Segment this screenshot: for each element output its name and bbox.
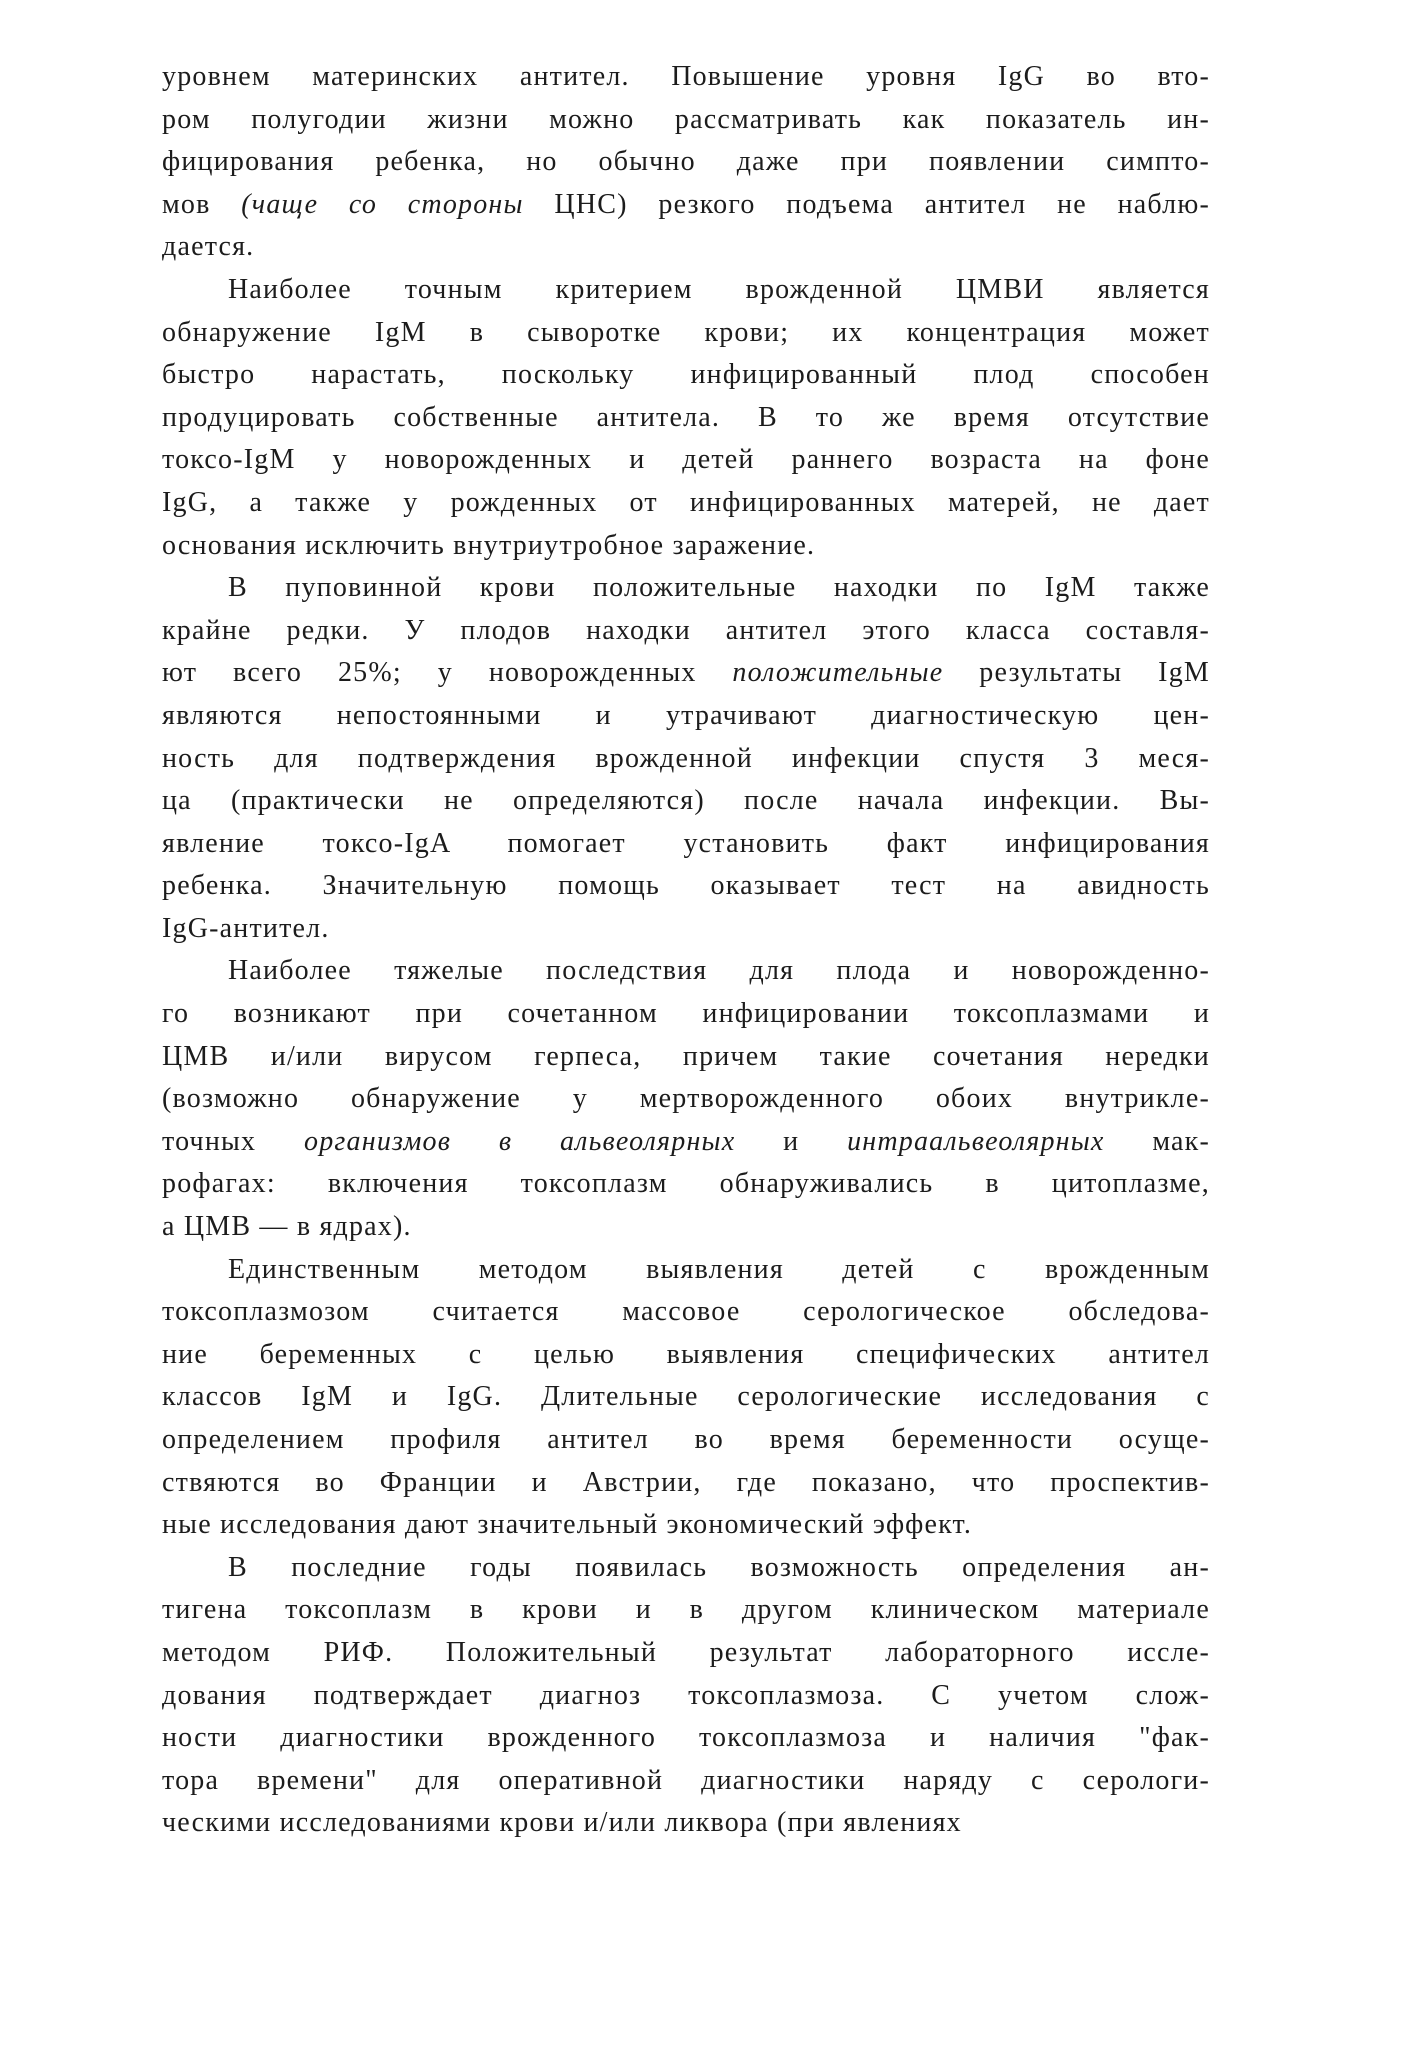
text-line: [162, 141, 1210, 184]
text-line: [162, 1717, 1210, 1760]
text-line: [162, 482, 1210, 525]
text-line: [162, 1078, 1210, 1121]
text-segment: явление токсо-IgA помогает установить факт инфицирования: [162, 827, 1210, 859]
text-segment: ют всего 25%; у новорожденных: [162, 657, 733, 689]
text-segment: дается.: [162, 231, 255, 263]
text-segment: тигена токсоплазм в крови и в другом клиническом материале: [162, 1594, 1210, 1626]
text-line: [162, 184, 1210, 227]
text-line: [162, 1760, 1210, 1803]
text-line: [162, 780, 1210, 823]
text-segment: В пуповинной крови положительные находки по IgM также: [228, 572, 1210, 604]
text-segment: мак-: [1104, 1125, 1210, 1157]
text-line: [162, 439, 1210, 482]
text-segment: классов IgM и IgG. Длительные серологические исследования с: [162, 1381, 1210, 1413]
paragraph: [162, 950, 1210, 1248]
text-segment: ность для подтверждения врожденной инфекции спустя 3 меся-: [162, 742, 1210, 774]
paragraph: [162, 567, 1210, 950]
paragraph: [162, 269, 1210, 567]
text-line: [162, 1121, 1210, 1164]
text-line: [162, 610, 1210, 653]
text-segment: токсоплазмозом считается массовое серологическое обследова-: [162, 1296, 1210, 1328]
text-segment: В последние годы появилась возможность определения ан-: [228, 1551, 1210, 1583]
text-segment: (возможно обнаружение у мертворожденного обоих внутрикле-: [162, 1083, 1210, 1115]
text-segment: продуцировать собственные антитела. В то же время отсутствие: [162, 401, 1210, 433]
text-segment: крайне редки. У плодов находки антител этого класса составля-: [162, 614, 1210, 646]
text-segment: токсо-IgM у новорожденных и детей раннего возраста на фоне: [162, 444, 1210, 476]
text-line: [162, 1291, 1210, 1334]
text-line: [162, 99, 1210, 142]
text-line: [162, 226, 1210, 269]
text-line: [162, 269, 1210, 312]
text-line: [162, 1504, 1210, 1547]
text-line: [162, 1802, 1210, 1845]
text-segment: Наиболее точным критерием врожденной ЦМВИ является: [228, 273, 1210, 305]
paragraph: [162, 1547, 1210, 1845]
text-segment: ности диагностики врожденного токсоплазмоза и наличия "фак-: [162, 1722, 1210, 1754]
text-line: [162, 993, 1210, 1036]
text-line: [162, 1675, 1210, 1718]
text-line: [162, 1334, 1210, 1377]
text-line: [162, 908, 1210, 951]
text-segment: ребенка. Значительную помощь оказывает тест на авидность: [162, 870, 1210, 902]
paragraph: [162, 56, 1210, 269]
text-line: [162, 738, 1210, 781]
text-segment: го возникают при сочетанном инфицировании токсоплазмами и: [162, 998, 1210, 1030]
text-segment: Единственным методом выявления детей с врожденным: [228, 1253, 1210, 1285]
text-line: [162, 56, 1210, 99]
paragraph: [162, 1249, 1210, 1547]
text-segment: ца (практически не определяются) после начала инфекции. Вы-: [162, 785, 1210, 817]
italic-text: организмов в альвеолярных: [304, 1125, 736, 1157]
text-line: [162, 567, 1210, 610]
text-segment: мов: [162, 188, 242, 220]
text-segment: ЦНС) резкого подъема антител не наблю-: [523, 188, 1210, 220]
text-line: [162, 397, 1210, 440]
italic-text: (чаще со стороны: [241, 188, 524, 220]
text-segment: дования подтверждает диагноз токсоплазмоза. С учетом слож-: [162, 1679, 1210, 1711]
text-line: [162, 1419, 1210, 1462]
text-segment: методом РИФ. Положительный результат лабораторного иссле-: [162, 1636, 1210, 1668]
text-segment: основания исключить внутриутробное заражение.: [162, 529, 816, 561]
text-line: [162, 1547, 1210, 1590]
text-line: [162, 1589, 1210, 1632]
text-segment: быстро нарастать, поскольку инфицированный плод способен: [162, 359, 1210, 391]
text-line: [162, 950, 1210, 993]
text-segment: тора времени" для оперативной диагностики наряду с серологи-: [162, 1764, 1210, 1796]
text-line: [162, 1163, 1210, 1206]
text-segment: точных: [162, 1125, 304, 1157]
text-segment: IgG, а также у рожденных от инфицированных матерей, не дает: [162, 486, 1210, 518]
text-segment: уровнем материнских антител. Повышение уровня IgG во вто-: [162, 61, 1210, 92]
text-segment: ческими исследованиями крови и/или ликвора (при явлениях: [162, 1807, 962, 1839]
text-segment: ствяются во Франции и Австрии, где показано, что проспектив-: [162, 1466, 1210, 1498]
italic-text: положительные: [732, 657, 944, 689]
text-line: [162, 823, 1210, 866]
text-segment: результаты IgM: [943, 657, 1210, 689]
text-segment: фицирования ребенка, но обычно даже при появлении симпто-: [162, 146, 1210, 178]
text-segment: ные исследования дают значительный экономический эффект.: [162, 1509, 973, 1541]
text-segment: ние беременных с целью выявления специфических антител: [162, 1338, 1210, 1370]
body-text: [162, 56, 1210, 1845]
italic-text: интраальвеолярных: [847, 1125, 1105, 1157]
text-line: [162, 1632, 1210, 1675]
text-line: [162, 1462, 1210, 1505]
text-line: [162, 1376, 1210, 1419]
text-line: [162, 354, 1210, 397]
text-line: [162, 865, 1210, 908]
text-segment: а ЦМВ — в ядрах).: [162, 1211, 412, 1243]
text-line: [162, 525, 1210, 568]
text-line: [162, 1249, 1210, 1292]
text-segment: обнаружение IgM в сыворотке крови; их концентрация может: [162, 316, 1210, 348]
text-segment: ЦМВ и/или вирусом герпеса, причем такие сочетания нередки: [162, 1040, 1210, 1072]
text-segment: IgG-антител.: [162, 912, 330, 944]
text-segment: и: [735, 1125, 848, 1157]
text-segment: рофагах: включения токсоплазм обнаруживались в цитоплазме,: [162, 1168, 1210, 1200]
text-line: [162, 1036, 1210, 1079]
text-segment: Наиболее тяжелые последствия для плода и новорожденно-: [228, 955, 1210, 987]
text-line: [162, 652, 1210, 695]
text-segment: определением профиля антител во время беременности осуще-: [162, 1424, 1210, 1455]
text-line: [162, 312, 1210, 355]
text-line: [162, 1206, 1210, 1249]
text-segment: ром полугодии жизни можно рассматривать как показатель ин-: [162, 103, 1210, 135]
text-line: [162, 695, 1210, 738]
text-segment: являются непостоянными и утрачивают диагностическую цен-: [162, 699, 1210, 731]
